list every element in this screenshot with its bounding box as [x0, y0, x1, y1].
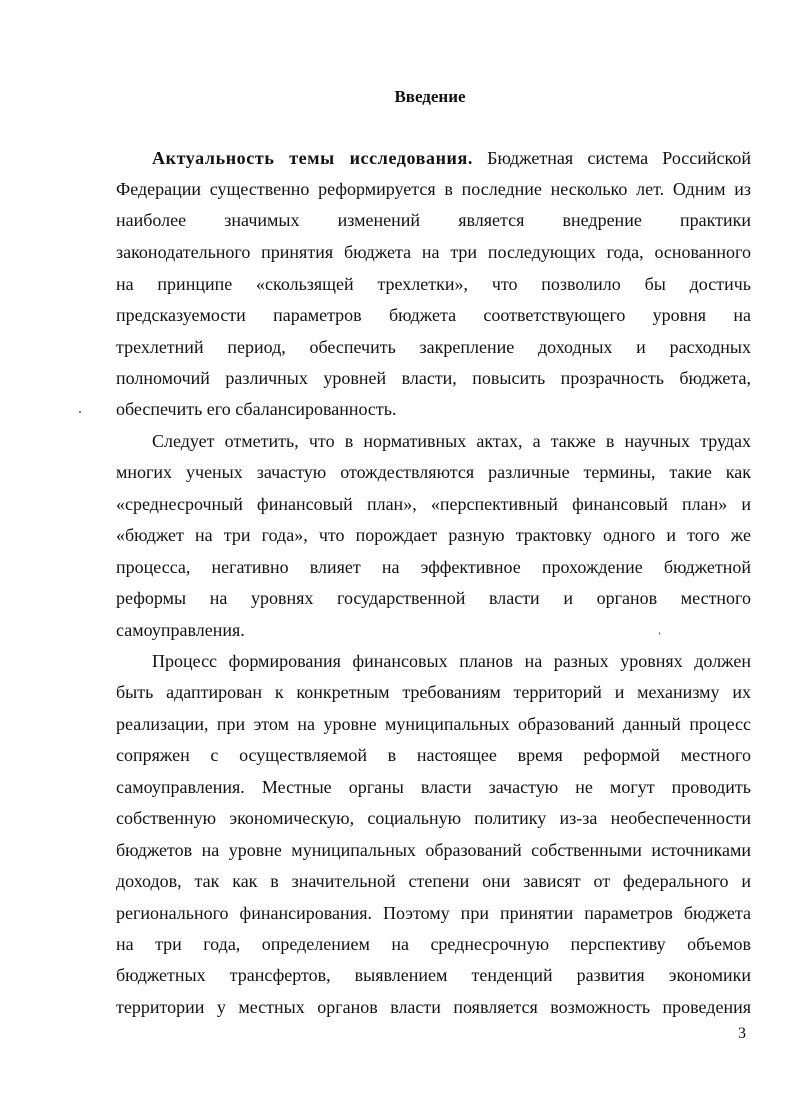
- paragraph-2-line-6: реформы на уровнях государственной власти и органов местного: [116, 588, 751, 608]
- paragraph-2-line-2: многих ученых зачастую отождествляются различные термины, такие как: [116, 462, 751, 482]
- paragraph-2-line-3: «среднесрочный финансовый план», «перспективный финансовый план» и: [116, 494, 751, 514]
- paragraph-3-line-1: Процесс формирования финансовых планов на разных уровнях должен: [152, 651, 751, 671]
- scan-speck: [659, 632, 660, 635]
- paragraph-1-line-7: трехлетний период, обеспечить закрепление доходных и расходных: [116, 337, 751, 357]
- paragraph-1-lead: Актуальность темы исследования.: [152, 148, 473, 168]
- paragraph-3-line-4: сопряжен с осуществляемой в настоящее время реформой местного: [116, 745, 751, 765]
- scan-speck: [79, 411, 81, 413]
- paragraph-1-line-4: законодательного принятия бюджета на три последующих года, основанного: [116, 242, 751, 262]
- paragraph-2-line-5: процесса, негативно влияет на эффективное прохождение бюджетной: [116, 557, 751, 577]
- paragraph-2-line-4: «бюджет на три года», что порождает разную трактовку одного и того же: [116, 525, 751, 545]
- paragraph-3-line-9: регионального финансирования. Поэтому при принятии параметров бюджета: [116, 903, 751, 923]
- page-number: 3: [738, 1025, 746, 1042]
- paragraph-3-line-12: территории у местных органов власти появляется возможность проведения: [116, 997, 751, 1017]
- paragraph-3-line-10: на три года, определением на среднесрочную перспективу объемов: [116, 934, 751, 954]
- paragraph-1-line-1: [152, 146, 751, 170]
- paragraph-1-line-6: предсказуемости параметров бюджета соответствующего уровня на: [116, 305, 751, 325]
- paragraph-1-line-3: наиболее значимых изменений является внедрение практики: [116, 210, 751, 230]
- paragraph-3-line-2: быть адаптирован к конкретным требованиям территорий и механизму их: [116, 682, 751, 702]
- page-title: Введение: [394, 87, 466, 106]
- paragraph-3-line-6: собственную экономическую, социальную политику из-за необеспеченности: [116, 808, 751, 828]
- paragraph-3-line-8: доходов, так как в значительной степени они зависят от федерального и: [116, 871, 751, 891]
- paragraph-1-line-8: полномочий различных уровней власти, повысить прозрачность бюджета,: [116, 368, 751, 388]
- paragraph-1-line-9: обеспечить его сбалансированность.: [116, 399, 397, 419]
- paragraph-1-line-1-text: Бюджетная система Российской: [472, 148, 751, 168]
- paragraph-3-line-7: бюджетов на уровне муниципальных образований собственными источниками: [116, 840, 751, 860]
- paragraph-2-line-1: Следует отметить, что в нормативных актах, а также в научных трудах: [152, 431, 751, 451]
- paragraph-2-line-7: самоуправления.: [116, 620, 245, 640]
- paragraph-3-line-11: бюджетных трансфертов, выявлением тенденций развития экономики: [116, 965, 751, 985]
- paragraph-3-line-3: реализации, при этом на уровне муниципальных образований данный процесс: [116, 714, 751, 734]
- paragraph-3-line-5: самоуправления. Местные органы власти зачастую не могут проводить: [116, 777, 751, 797]
- paragraph-1-line-2: Федерации существенно реформируется в последние несколько лет. Одним из: [116, 179, 751, 199]
- paragraph-1-line-5: на принципе «скользящей трехлетки», что позволило бы достичь: [116, 274, 751, 294]
